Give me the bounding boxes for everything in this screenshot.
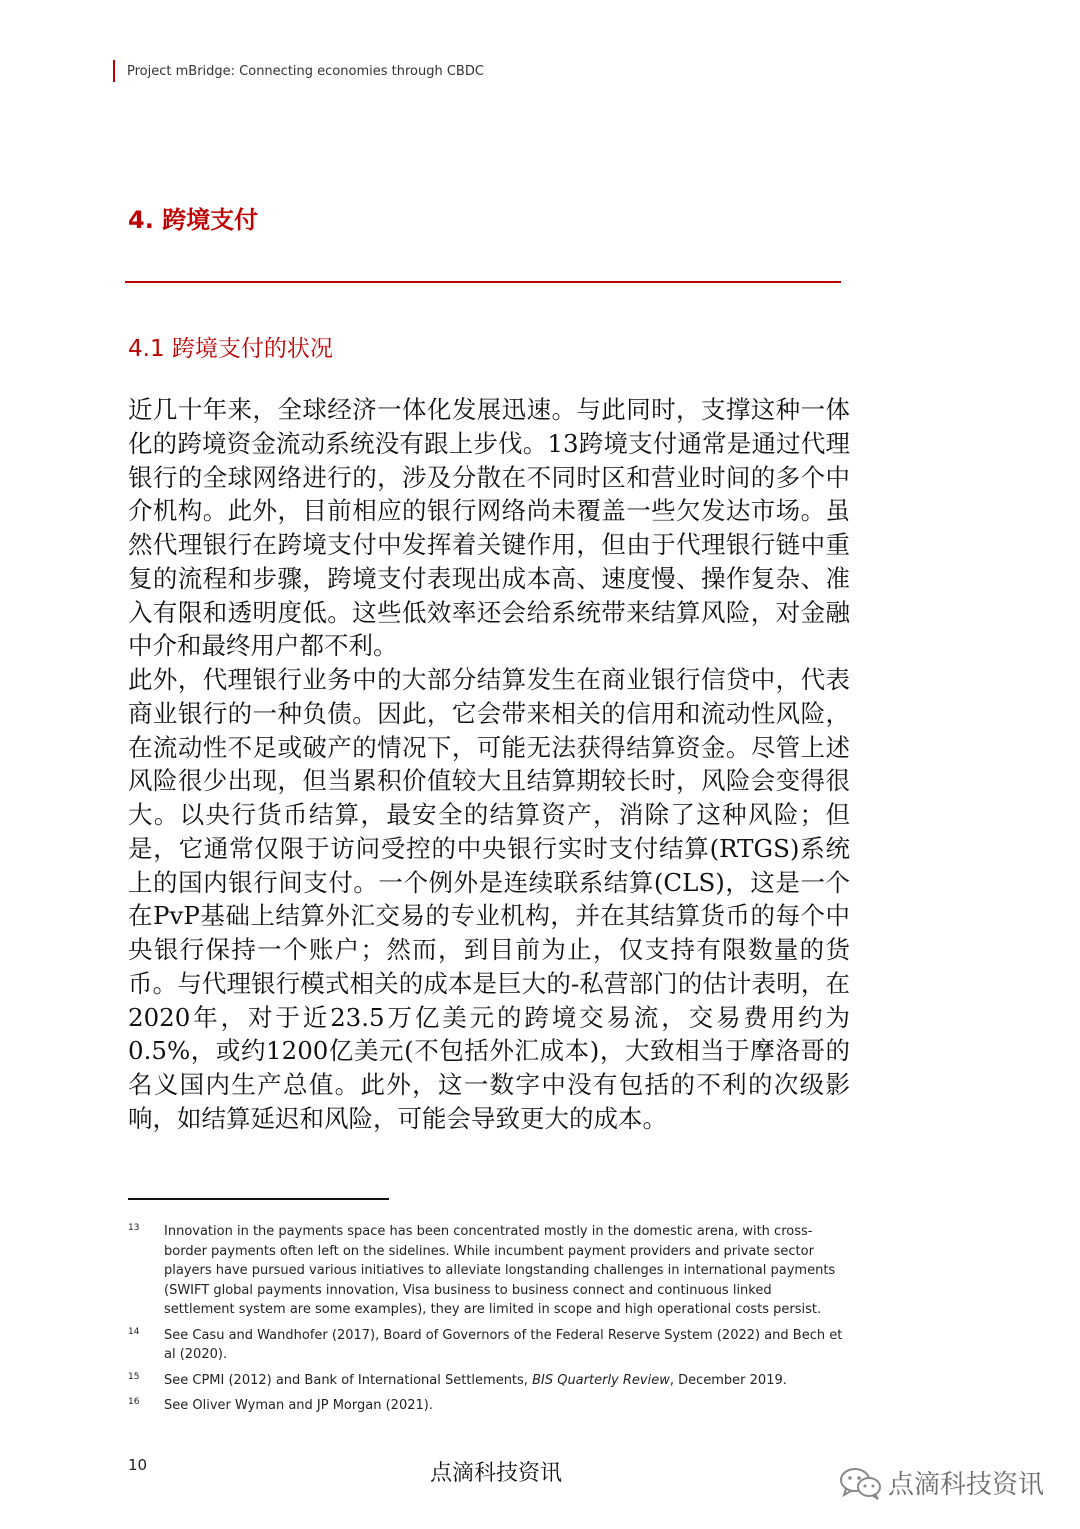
running-header xyxy=(113,58,484,84)
body-paragraph: 此外，代理银行业务中的大部分结算发生在商业银行信贷中，代表商业银行的一种负债。因此，它会带来相关的信用和流动性风险，在流动性不足或破产的情况下，可能无法获得结算资金。尽管上述风险很少出现，但当累积价值较大且结算期较长时，风险会变得很大。以央行货币结算，最安全的结算资产，消除了这种风险；但是，它通常仅限于访问受控的中央银行实时支付结算(RTGS)系统上的国内银行间支付。一个例外是连续联系结算(CLS)，这是一个在PvP基础上结算外汇交易的专业机构，并在其结算货币的每个中央银行保持一个账户；然而，到目前为止，仅支持有限数量的货币。与代理银行模式相关的成本是巨大的-私营部门的估计表明，在2020年，对于近23.5万亿美元的跨境交易流，交易费用约为0.5%，或约1200亿美元(不包括外汇成本)，大致相当于摩洛哥的名义国内生产总值。此外，这一数字中没有包括的不利的次级影响，如结算延迟和风险，可能会导致更大的成本。 xyxy=(128,665,850,1133)
footnote-text: Innovation in the payments space has been concentrated mostly in the domestic arena, with cross-border payments often left on the sidelines. While incumbent payment providers and private sector players have pursued various initiatives to alleviate longstanding challenges in international payments (SWIFT global payments innovation, Visa business to business connect and continuous linked settlement system are some examples), they are limited in scope and high operational costs persist. xyxy=(164,1224,836,1317)
watermark-right-text: 点滴科技资讯 xyxy=(888,1470,1045,1500)
page-number: 10 xyxy=(128,1456,148,1474)
footnote-separator xyxy=(128,1198,389,1200)
subsection-title: 4.1 跨境支付的状况 xyxy=(128,336,333,362)
footnote-italic-title: BIS Quarterly Review xyxy=(532,1372,670,1388)
footnote-number: 15 xyxy=(128,1371,140,1382)
footnote-text xyxy=(164,1371,843,1391)
body-paragraph: 近几十年来，全球经济一体化发展迅速。与此同时，支撑这种一体化的跨境资金流动系统没有跟上步伐。13跨境支付通常是通过代理银行的全球网络进行的，涉及分散在不同时区和营业时间的多个中介机构。此外，目前相应的银行网络尚未覆盖一些欠发达市场。虽然代理银行在跨境支付中发挥着关键作用，但由于代理银行链中重复的流程和步骤，跨境支付表现出成本高、速度慢、操作复杂、准入有限和透明度低。这些低效率还会给系统带来结算风险，对金融中介和最终用户都不利。 xyxy=(128,395,850,661)
footnote-item xyxy=(128,1371,843,1391)
footnotes xyxy=(128,1222,843,1422)
section-title: 4. 跨境支付 xyxy=(128,206,259,234)
footnote-item xyxy=(128,1326,843,1365)
header-accent-bar xyxy=(113,60,115,82)
section-title-rule xyxy=(125,281,841,283)
footnote-item xyxy=(128,1222,843,1320)
footnote-text: See Casu and Wandhofer (2017), Board of Governors of the Federal Reserve System (2022) and Bech et al (2020). xyxy=(164,1327,843,1362)
body-text xyxy=(128,393,850,1136)
footnote-number: 14 xyxy=(128,1326,140,1337)
footnote-number: 13 xyxy=(128,1223,140,1233)
watermark-center: 点滴科技资讯 xyxy=(430,1461,563,1486)
running-title: Project mBridge: Connecting economies through CBDC xyxy=(127,63,484,79)
footnote-text-part: See CPMI (2012) and Bank of International Settlements, xyxy=(164,1372,533,1388)
footnote-text-part: , December 2019. xyxy=(669,1372,787,1388)
wechat-icon xyxy=(838,1466,884,1500)
footnote-text: See Oliver Wyman and JP Morgan (2021). xyxy=(164,1398,433,1413)
wechat-watermark xyxy=(838,1464,1044,1501)
footnote-item xyxy=(128,1396,843,1416)
footnote-number: 16 xyxy=(128,1397,140,1407)
